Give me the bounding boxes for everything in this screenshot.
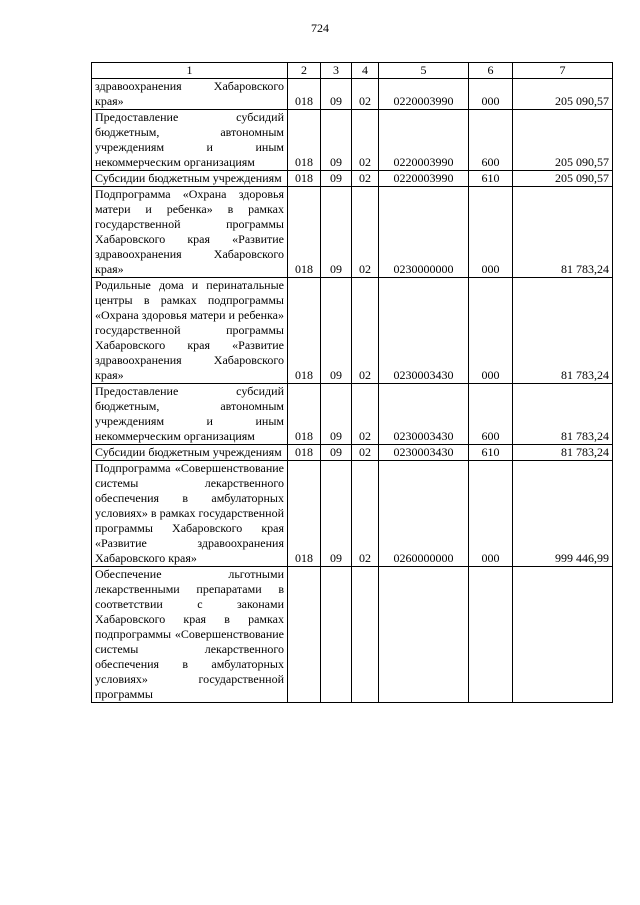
table-row xyxy=(92,171,613,187)
row-name: Субсидии бюджетным учреждениям xyxy=(92,445,288,461)
row-code-6: 600 xyxy=(469,110,513,171)
table-row xyxy=(92,445,613,461)
row-code-5: 0220003990 xyxy=(379,110,469,171)
row-code-4: 02 xyxy=(352,79,379,110)
row-code-5: 0260000000 xyxy=(379,461,469,567)
row-code-6 xyxy=(469,567,513,703)
row-code-5: 0220003990 xyxy=(379,79,469,110)
row-code-5: 0230000000 xyxy=(379,187,469,278)
row-code-2: 018 xyxy=(288,79,321,110)
column-header-6: 6 xyxy=(469,63,513,79)
row-code-3: 09 xyxy=(321,461,352,567)
row-code-2: 018 xyxy=(288,278,321,384)
row-code-3: 09 xyxy=(321,110,352,171)
row-code-5: 0230003430 xyxy=(379,278,469,384)
row-amount: 999 446,99 xyxy=(513,461,613,567)
row-code-4: 02 xyxy=(352,110,379,171)
row-amount: 205 090,57 xyxy=(513,110,613,171)
row-code-4: 02 xyxy=(352,384,379,445)
row-code-4: 02 xyxy=(352,171,379,187)
row-code-6: 610 xyxy=(469,171,513,187)
row-code-2: 018 xyxy=(288,187,321,278)
row-code-2: 018 xyxy=(288,384,321,445)
row-code-6: 000 xyxy=(469,187,513,278)
column-header-2: 2 xyxy=(288,63,321,79)
row-amount: 81 783,24 xyxy=(513,384,613,445)
row-code-6: 600 xyxy=(469,384,513,445)
page-number: 724 xyxy=(311,21,329,35)
row-name: Подпрограмма «Охрана здоровья матери и ребенка» в рамках государственной программы Хабаровского края «Развитие здравоохранения Хабаровского края» xyxy=(92,187,288,278)
column-header-1: 1 xyxy=(92,63,288,79)
column-header-5: 5 xyxy=(379,63,469,79)
budget-table xyxy=(91,62,613,703)
row-amount: 81 783,24 xyxy=(513,187,613,278)
row-code-3: 09 xyxy=(321,79,352,110)
header-row xyxy=(92,63,613,79)
row-code-5: 0230003430 xyxy=(379,384,469,445)
row-name: Родильные дома и перинатальные центры в рамках подпрограммы «Охрана здоровья матери и ребенка» государственной программы Хабаровского края «Развитие здравоохранения Хабаровского края» xyxy=(92,278,288,384)
table-row xyxy=(92,187,613,278)
row-code-6: 000 xyxy=(469,79,513,110)
row-name: здравоохранения Хабаровского края» xyxy=(92,79,288,110)
row-code-5: 0220003990 xyxy=(379,171,469,187)
row-code-4: 02 xyxy=(352,461,379,567)
row-code-6: 610 xyxy=(469,445,513,461)
row-name: Подпрограмма «Совершенствование системы лекарственного обеспечения в амбулаторных условиях» в рамках государственной программы Хабаровского края «Развитие здравоохранения Хабаровского края» xyxy=(92,461,288,567)
row-code-5: 0230003430 xyxy=(379,445,469,461)
row-amount: 205 090,57 xyxy=(513,171,613,187)
row-code-3: 09 xyxy=(321,445,352,461)
column-header-4: 4 xyxy=(352,63,379,79)
row-code-5 xyxy=(379,567,469,703)
row-name: Обеспечение льготными лекарственными препаратами в соответствии с законами Хабаровского края в рамках подпрограммы «Совершенствование системы лекарственного обеспечения в амбулаторных условиях» государственной программы xyxy=(92,567,288,703)
column-header-3: 3 xyxy=(321,63,352,79)
row-code-6: 000 xyxy=(469,461,513,567)
row-code-2: 018 xyxy=(288,461,321,567)
row-name: Предоставление субсидий бюджетным, автономным учреждениям и иным некоммерческим организациям xyxy=(92,384,288,445)
row-code-4 xyxy=(352,567,379,703)
row-amount: 81 783,24 xyxy=(513,445,613,461)
table-row xyxy=(92,384,613,445)
row-code-3: 09 xyxy=(321,278,352,384)
table-row xyxy=(92,567,613,703)
row-code-4: 02 xyxy=(352,187,379,278)
row-name: Предоставление субсидий бюджетным, автономным учреждениям и иным некоммерческим организациям xyxy=(92,110,288,171)
row-code-2: 018 xyxy=(288,110,321,171)
table-row xyxy=(92,79,613,110)
row-code-2: 018 xyxy=(288,171,321,187)
row-code-3: 09 xyxy=(321,187,352,278)
row-code-3 xyxy=(321,567,352,703)
row-amount: 205 090,57 xyxy=(513,79,613,110)
table-row xyxy=(92,278,613,384)
row-amount xyxy=(513,567,613,703)
column-header-7: 7 xyxy=(513,63,613,79)
row-code-2: 018 xyxy=(288,445,321,461)
row-name: Субсидии бюджетным учреждениям xyxy=(92,171,288,187)
row-code-4: 02 xyxy=(352,278,379,384)
row-code-3: 09 xyxy=(321,171,352,187)
row-code-6: 000 xyxy=(469,278,513,384)
table-row xyxy=(92,461,613,567)
row-amount: 81 783,24 xyxy=(513,278,613,384)
row-code-2 xyxy=(288,567,321,703)
table-row xyxy=(92,110,613,171)
row-code-4: 02 xyxy=(352,445,379,461)
row-code-3: 09 xyxy=(321,384,352,445)
